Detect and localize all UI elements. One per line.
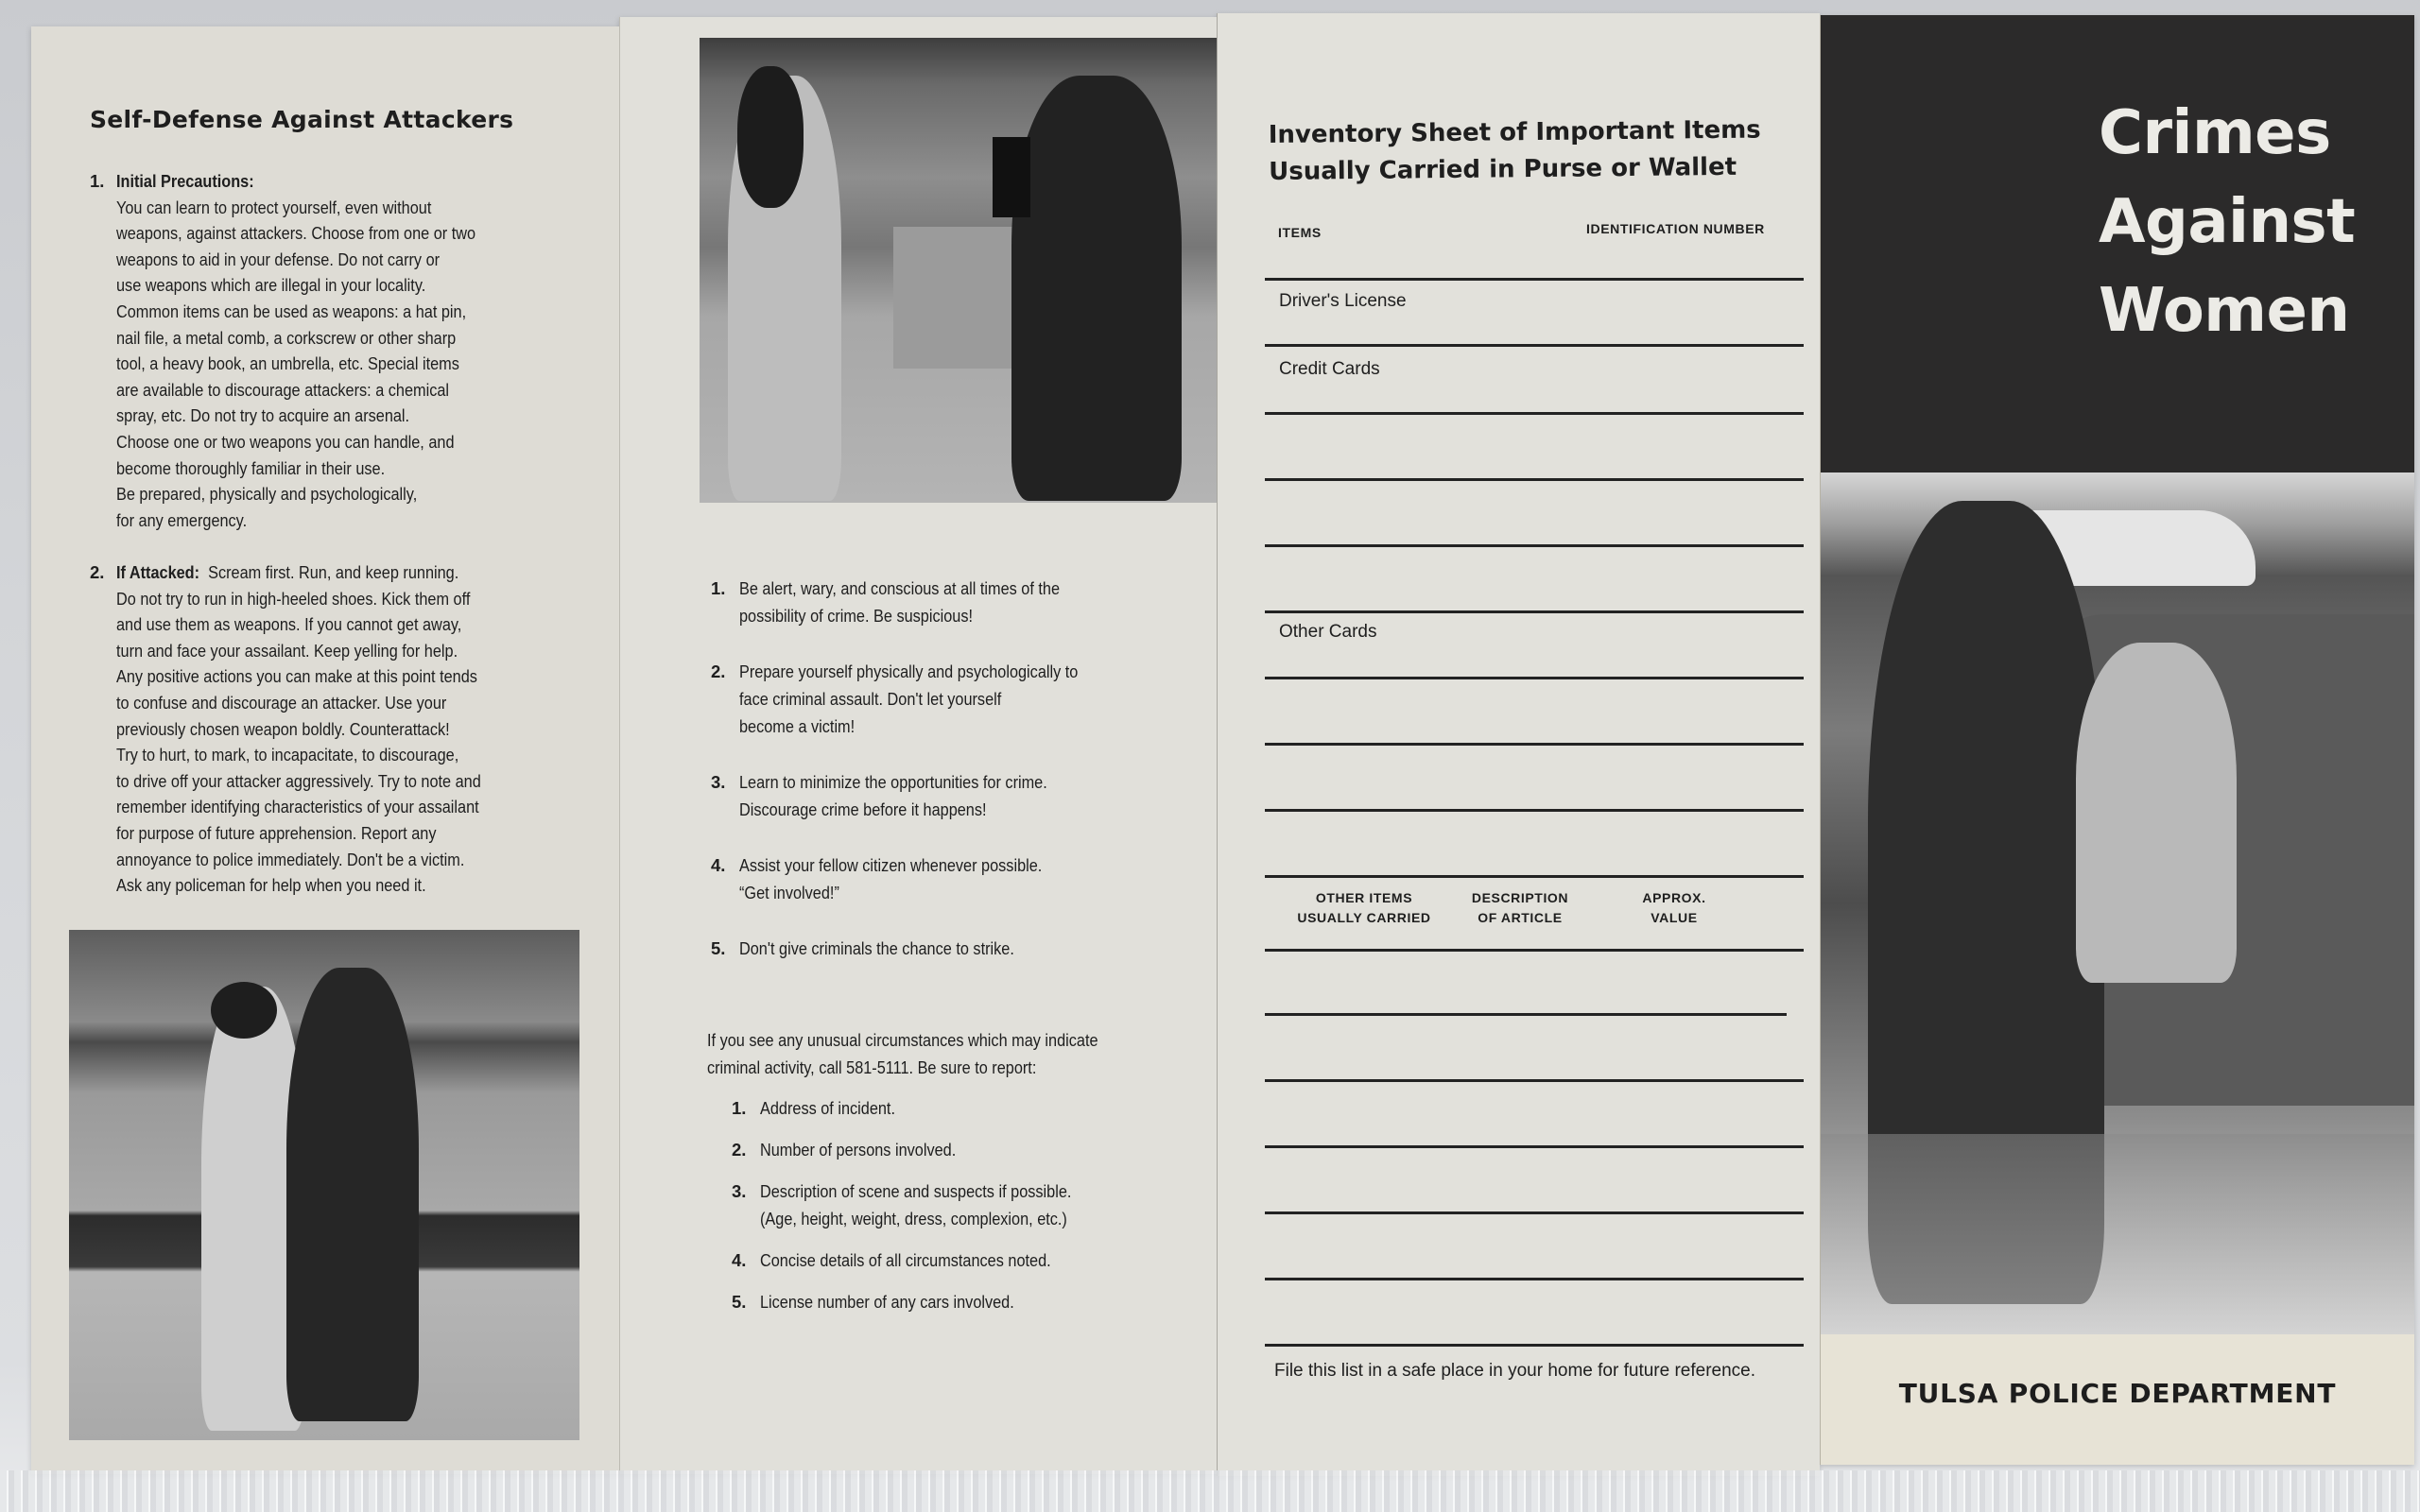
rule-line (1265, 610, 1804, 613)
header-line: OTHER ITEMS (1315, 890, 1413, 905)
rule-line (1265, 544, 1804, 547)
rule-line (1265, 278, 1804, 281)
tip-number: 3. (711, 772, 726, 792)
section-number: 2. (90, 562, 105, 582)
report-checklist (732, 1094, 1204, 1330)
blank-entry-line[interactable] (1265, 1145, 1804, 1148)
inventory-row-label[interactable]: Other Cards (1279, 622, 1377, 642)
column-header-id-number: IDENTIFICATION NUMBER (1586, 221, 1765, 236)
section-if-attacked (90, 559, 581, 899)
text-line: criminal activity, call 581-5111. Be sure to report: (707, 1057, 1037, 1077)
text-line: Try to hurt, to mark, to incapacitate, to discourage, (116, 745, 459, 765)
text-line: to drive off your attacker aggressively. Try to note and (116, 770, 481, 791)
inventory-title-line1: Inventory Sheet of Important Items (1268, 115, 1761, 150)
section-number: 1. (90, 171, 105, 191)
figure-man (1011, 76, 1182, 501)
text-line: become thoroughly familiar in their use. (116, 457, 386, 478)
text-line (116, 559, 526, 586)
panel-inventory-sheet (1217, 13, 1820, 1476)
header-line: VALUE (1651, 910, 1698, 925)
text-line: annoyance to police immediately. Don't be a victim. (116, 849, 465, 869)
figure-woman (2076, 643, 2237, 983)
panel-tips (619, 17, 1217, 1474)
item-number: 4. (732, 1250, 747, 1270)
item-number: 5. (732, 1292, 747, 1312)
blank-entry-line[interactable] (1265, 1278, 1804, 1280)
column-header-description (1454, 888, 1586, 928)
photo-purse-strike (700, 38, 1223, 503)
figure-man (286, 968, 419, 1421)
tip-item (711, 851, 1202, 906)
inventory-footnote: File this list in a safe place in your home for future reference. (1274, 1361, 1756, 1381)
text-line: “Get involved!” (739, 883, 839, 902)
text-line: are available to discourage attackers: a chemical (116, 379, 450, 400)
tip-item (711, 935, 1202, 962)
text-line: Common items can be used as weapons: a hat pin, (116, 301, 467, 321)
section-title: If Attacked: (116, 562, 200, 582)
rule-line (1265, 412, 1804, 415)
text-line: nail file, a metal comb, a corkscrew or other sharp (116, 327, 457, 348)
text-line: Any positive actions you can make at this point tends (116, 666, 477, 687)
header-line: OF ARTICLE (1478, 910, 1563, 925)
inventory-row-label[interactable]: Credit Cards (1279, 359, 1380, 379)
text-line: become a victim! (739, 716, 856, 736)
panel-cover (1820, 15, 2413, 1465)
blank-entry-line[interactable] (1265, 1013, 1787, 1016)
section-title: Initial Precautions: (116, 171, 254, 191)
tip-item (711, 768, 1202, 823)
section-initial-precautions (90, 168, 581, 533)
text-line: Concise details of all circumstances noted. (760, 1250, 1051, 1270)
text-line: If you see any unusual circumstances which may indicate (707, 1030, 1098, 1050)
rule-line (1265, 344, 1804, 347)
self-defense-heading: Self-Defense Against Attackers (90, 106, 514, 133)
prevention-tips-list (711, 575, 1202, 990)
text-line: Ask any policeman for help when you need it. (116, 875, 426, 896)
inventory-title-line2: Usually Carried in Purse or Wallet (1269, 152, 1737, 186)
text-line: for purpose of future apprehension. Report any (116, 822, 437, 843)
text-line: Address of incident. (760, 1098, 895, 1118)
cover-footer (1821, 1334, 2414, 1465)
column-header-items: ITEMS (1278, 225, 1322, 240)
text-line: Be prepared, physically and psychologically, (116, 484, 418, 505)
column-header-value (1632, 888, 1717, 928)
cover-title-line: Against (2099, 187, 2356, 257)
figure-hair (211, 982, 277, 1039)
text-line: spray, etc. Do not try to acquire an arsenal. (116, 405, 410, 426)
text-line: Discourage crime before it happens! (739, 799, 987, 819)
report-intro (707, 1026, 1199, 1081)
tip-number: 2. (711, 662, 726, 681)
inventory-title (1269, 112, 1762, 191)
blank-entry-line[interactable] (1265, 1344, 1804, 1347)
inventory-row-label[interactable]: Driver's License (1279, 291, 1407, 311)
tip-number: 4. (711, 855, 726, 875)
text-line: Don't give criminals the chance to strike. (739, 938, 1014, 958)
brochure-sheet (31, 23, 2413, 1470)
panel-self-defense (31, 26, 619, 1474)
blank-entry-line[interactable] (1265, 1211, 1804, 1214)
text-line: use weapons which are illegal in your locality. (116, 275, 426, 296)
text-line: weapons, against attackers. Choose from one or two (116, 223, 476, 244)
rule-line (1265, 677, 1804, 679)
header-line: USUALLY CARRIED (1297, 910, 1431, 925)
text-line: possibility of crime. Be suspicious! (739, 606, 974, 626)
cover-title-line: Women (2099, 276, 2350, 346)
text-line: to confuse and discourage an attacker. Use your (116, 692, 447, 713)
plastic-sleeve-edge (0, 1470, 2420, 1512)
photo-parking-lot-attack (1821, 472, 2414, 1334)
photo-struggle-sidewalk (69, 930, 579, 1440)
text-line: Description of scene and suspects if possible. (760, 1181, 1072, 1201)
text-line: for any emergency. (116, 509, 248, 530)
text-line: You can learn to protect yourself, even without (116, 197, 432, 217)
report-item (732, 1246, 1204, 1274)
figure-hair (737, 66, 804, 208)
tip-item (711, 575, 1202, 629)
cover-title-banner (1821, 15, 2414, 472)
text-line: remember identifying characteristics of your assailant (116, 797, 479, 817)
text-line: turn and face your assailant. Keep yelling for help. (116, 640, 458, 661)
item-number: 3. (732, 1181, 747, 1201)
tip-item (711, 658, 1202, 740)
text-line: License number of any cars involved. (760, 1292, 1014, 1312)
department-name: TULSA POLICE DEPARTMENT (1898, 1378, 2337, 1409)
text-line: (Age, height, weight, dress, complexion, etc.) (760, 1209, 1067, 1228)
text-line: tool, a heavy book, an umbrella, etc. Special items (116, 353, 459, 374)
text-line: face criminal assault. Don't let yourself (739, 689, 1002, 709)
text-line: Do not try to run in high-heeled shoes. Kick them off (116, 588, 471, 609)
text-line: Be alert, wary, and conscious at all times of the (739, 578, 1061, 598)
text-line: Choose one or two weapons you can handle, and (116, 431, 455, 452)
text-line: weapons to aid in your defense. Do not carry or (116, 249, 441, 269)
item-number: 2. (732, 1140, 747, 1160)
text-line: Prepare yourself physically and psychologically to (739, 662, 1079, 681)
text-line: and use them as weapons. If you cannot get away, (116, 614, 462, 635)
report-item (732, 1288, 1204, 1315)
rule-line (1265, 809, 1804, 812)
header-line: APPROX. (1642, 890, 1706, 905)
rule-line (1265, 478, 1804, 481)
tip-number: 1. (711, 578, 726, 598)
item-number: 1. (732, 1098, 747, 1118)
blank-entry-line[interactable] (1265, 1079, 1804, 1082)
column-header-other-items (1293, 888, 1435, 928)
gravel-ground (1821, 1134, 2414, 1334)
rule-line (1265, 949, 1804, 952)
cover-title (2099, 89, 2355, 355)
report-item (732, 1136, 1204, 1163)
text-line: Learn to minimize the opportunities for crime. (739, 772, 1047, 792)
report-item (732, 1094, 1204, 1122)
header-line: DESCRIPTION (1471, 890, 1569, 905)
rule-line (1265, 875, 1804, 878)
report-item (732, 1177, 1204, 1232)
text-line: Assist your fellow citizen whenever possible. (739, 855, 1043, 875)
rule-line (1265, 743, 1804, 746)
purse-shape (993, 137, 1030, 217)
text-run: Scream first. Run, and keep running. (208, 562, 459, 582)
cover-title-line: Crimes (2099, 98, 2331, 168)
text-line: Number of persons involved. (760, 1140, 957, 1160)
text-line: previously chosen weapon boldly. Counterattack! (116, 718, 450, 739)
tip-number: 5. (711, 938, 726, 958)
